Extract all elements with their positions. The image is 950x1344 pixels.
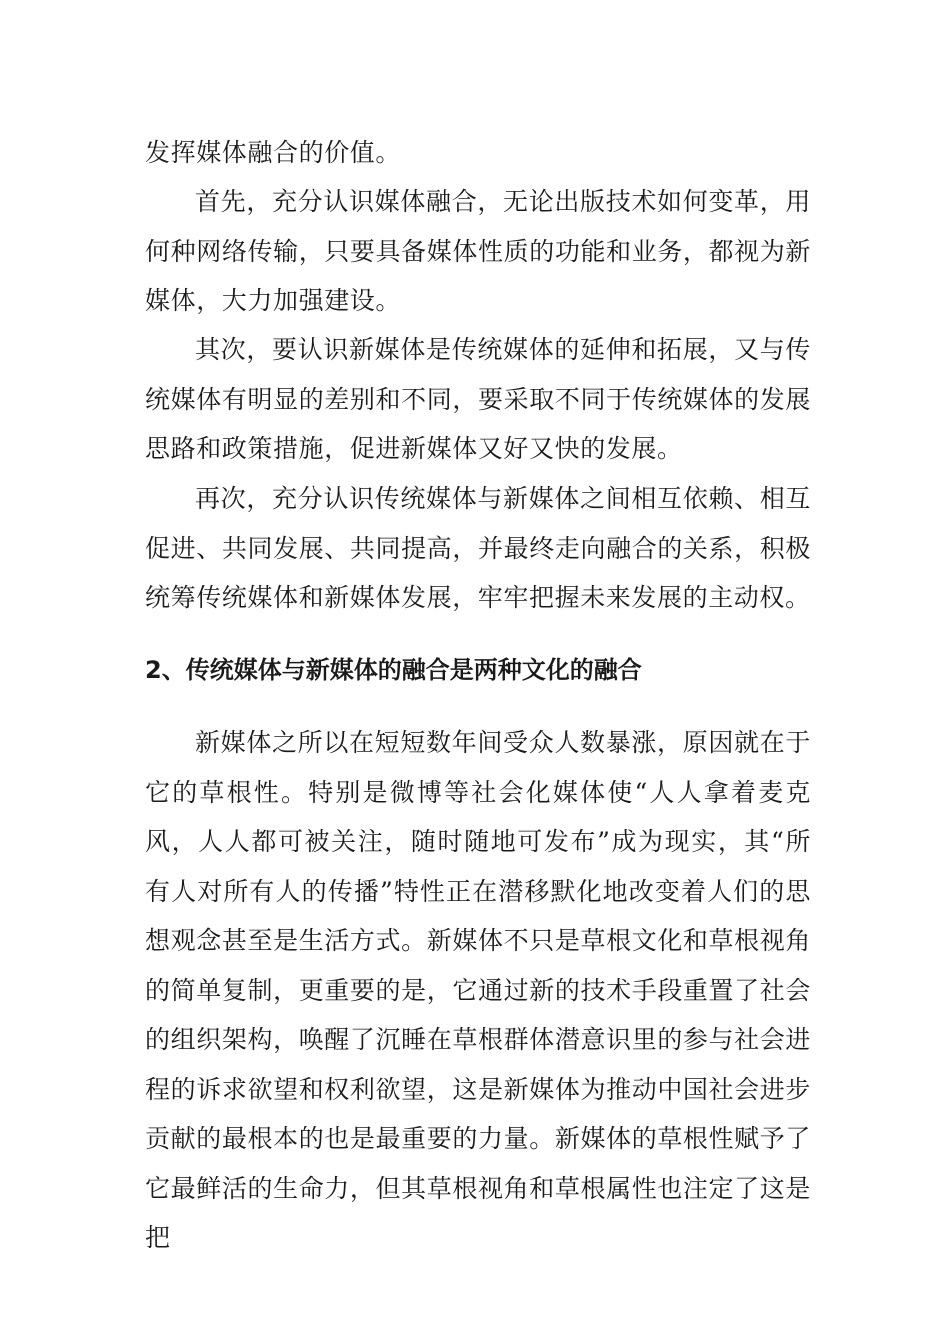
paragraph-third: 再次，充分认识传统媒体与新媒体之间相互依赖、相互促进、共同发展、共同提高，并最终走向融合的关系，积极统筹传统媒体和新媒体发展，牢牢把握未来发展的主动权。 [145,484,811,612]
section-heading: 2、传统媒体与新媒体的融合是两种文化的融合 [145,656,642,684]
section-paragraph: 新媒体之所以在短短数年间受众人数暴涨，原因就在于它的草根性。特别是微博等社会化媒体使“人人拿着麦克风，人人都可被关注，随时随地可发布”成为现实，其“所有人对所有人的传播”特性正在潜移默化地改变着人们的思想观念甚至是生活方式。新媒体不只是草根文化和草根视角的简单复制，更重要的是，它通过新的技术手段重置了社会的组织架构，唤醒了沉睡在草根群体潜意识里的参与社会进程的诉求欲望和权利欲望，这是新媒体为推动中国社会进步贡献的最根本的也是最重要的力量。新媒体的草根性赋予了它最鲜活的生命力，但其草根视角和草根属性也注定了这是把 [145,728,811,1252]
paragraph-continuation: 发挥媒体融合的价值。 [145,138,402,167]
paragraph-second: 其次，要认识新媒体是传统媒体的延伸和拓展，又与传统媒体有明显的差别和不同，要采取不同于传统媒体的发展思路和政策措施，促进新媒体又好又快的发展。 [145,335,811,463]
paragraph-first: 首先，充分认识媒体融合，无论出版技术如何变革，用何种网络传输，只要具备媒体性质的功能和业务，都视为新媒体，大力加强建设。 [145,187,811,315]
